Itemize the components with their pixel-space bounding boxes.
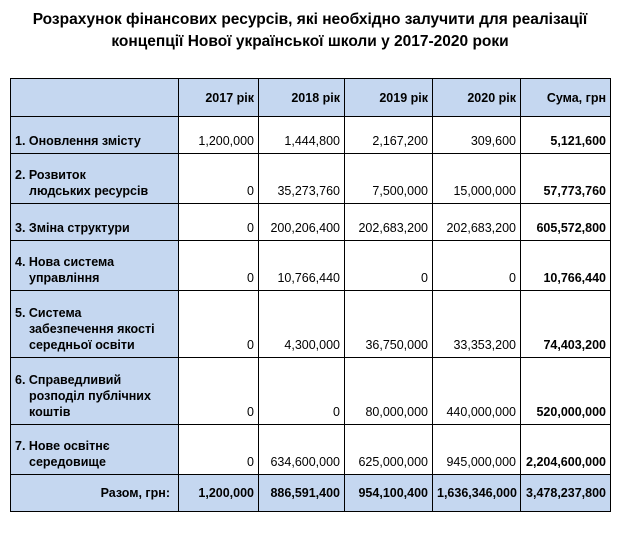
table-row: [11, 358, 611, 425]
cell-2017: 0: [179, 204, 259, 241]
cell-2017: 0: [179, 425, 259, 475]
table-row: [11, 291, 611, 358]
row-label: [11, 204, 179, 241]
header-row: [11, 79, 611, 117]
row-label-line: 7. Нове освітнє: [15, 439, 110, 453]
cell-2018: 200,206,400: [259, 204, 345, 241]
row-label: [11, 154, 179, 204]
cell-sum: 520,000,000: [521, 358, 611, 425]
row-label-line: 5. Система: [15, 306, 82, 320]
row-label-line: розподіл публічних: [29, 389, 151, 403]
total-2019: 954,100,400: [345, 475, 433, 512]
row-label: [11, 358, 179, 425]
total-row: [11, 475, 611, 512]
cell-2020: 15,000,000: [433, 154, 521, 204]
row-label: [11, 425, 179, 475]
cell-2017: 0: [179, 358, 259, 425]
cell-2020: 33,353,200: [433, 291, 521, 358]
cell-2019: 80,000,000: [345, 358, 433, 425]
row-label-line: середньої освіти: [29, 338, 135, 352]
table-row: [11, 154, 611, 204]
cell-2018: 0: [259, 358, 345, 425]
cell-2018: 1,444,800: [259, 117, 345, 154]
row-label-line: забезпечення якості: [29, 322, 155, 336]
cell-2020: 202,683,200: [433, 204, 521, 241]
total-label: Разом, грн:: [11, 475, 179, 512]
row-label-line: 2. Розвиток: [15, 168, 86, 182]
row-label: [11, 291, 179, 358]
cell-2017: 0: [179, 241, 259, 291]
total-2017: 1,200,000: [179, 475, 259, 512]
header-cell-corner: [11, 79, 179, 117]
cell-sum: 74,403,200: [521, 291, 611, 358]
table-row: [11, 241, 611, 291]
cell-2020: 440,000,000: [433, 358, 521, 425]
cell-sum: 2,204,600,000: [521, 425, 611, 475]
cell-2019: 625,000,000: [345, 425, 433, 475]
row-label-line: 1. Оновлення змісту: [15, 134, 141, 148]
total-sum: 3,478,237,800: [521, 475, 611, 512]
table-row: [11, 425, 611, 475]
header-cell-sum: Сума, грн: [521, 79, 611, 117]
cell-2020: 309,600: [433, 117, 521, 154]
title-line-2: концепції Нової української школи у 2017-2020 роки: [111, 33, 509, 50]
header-cell-2019: 2019 рік: [345, 79, 433, 117]
page-title: [0, 9, 620, 53]
title-line-1: Розрахунок фінансових ресурсів, які необхідно залучити для реалізації: [32, 11, 588, 28]
row-label-line: середовище: [29, 455, 106, 469]
budget-table: [10, 78, 611, 512]
cell-2019: 0: [345, 241, 433, 291]
cell-sum: 5,121,600: [521, 117, 611, 154]
cell-2018: 4,300,000: [259, 291, 345, 358]
cell-sum: 605,572,800: [521, 204, 611, 241]
cell-2019: 7,500,000: [345, 154, 433, 204]
cell-2017: 0: [179, 154, 259, 204]
cell-sum: 57,773,760: [521, 154, 611, 204]
row-label-line: людських ресурсів: [29, 184, 149, 198]
cell-2018: 634,600,000: [259, 425, 345, 475]
row-label-line: 3. Зміна структури: [15, 221, 130, 235]
row-label-line: 4. Нова система: [15, 255, 115, 269]
cell-2019: 202,683,200: [345, 204, 433, 241]
header-cell-2017: 2017 рік: [179, 79, 259, 117]
row-label: [11, 117, 179, 154]
cell-2018: 10,766,440: [259, 241, 345, 291]
total-2018: 886,591,400: [259, 475, 345, 512]
cell-sum: 10,766,440: [521, 241, 611, 291]
table-row: [11, 204, 611, 241]
header-cell-2020: 2020 рік: [433, 79, 521, 117]
row-label-line: 6. Справедливий: [15, 373, 122, 387]
cell-2017: 0: [179, 291, 259, 358]
table-row: [11, 117, 611, 154]
total-2020: 1,636,346,000: [433, 475, 521, 512]
cell-2017: 1,200,000: [179, 117, 259, 154]
cell-2019: 36,750,000: [345, 291, 433, 358]
cell-2020: 0: [433, 241, 521, 291]
cell-2018: 35,273,760: [259, 154, 345, 204]
row-label-line: управління: [29, 271, 100, 285]
cell-2020: 945,000,000: [433, 425, 521, 475]
row-label-line: коштів: [29, 405, 71, 419]
cell-2019: 2,167,200: [345, 117, 433, 154]
header-cell-2018: 2018 рік: [259, 79, 345, 117]
row-label: [11, 241, 179, 291]
